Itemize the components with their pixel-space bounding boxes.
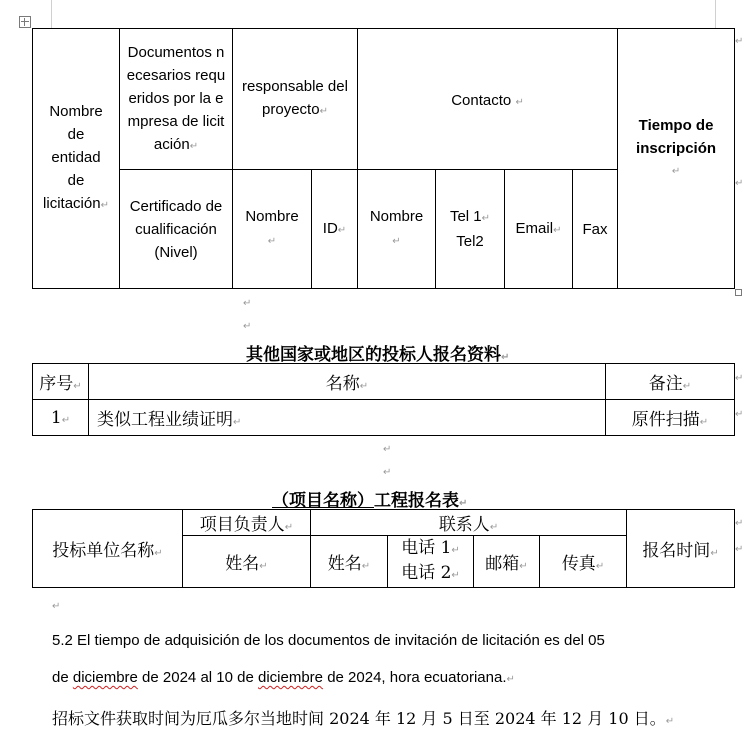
row-end-mark-3: ↵ — [735, 373, 744, 384]
contact-header: Contacto ↵ — [358, 29, 618, 170]
certificate-header: Certificado de cualificación (Nivel) — [120, 170, 233, 289]
page-top-edge-left — [51, 0, 52, 28]
empty-paragraph-mark: ↵ — [383, 467, 392, 478]
acquisition-time-paragraph-line2: de diciembre de 2024 al 10 de diciembre de 2024, hora ecuatoriana.↵ — [52, 669, 515, 686]
row-name: 类似工程业绩证明↵ — [89, 400, 606, 436]
leader-name-header: 姓名↵ — [183, 536, 311, 588]
project-registration-heading: （项目名称）工程报名表↵ — [272, 491, 468, 511]
foreign-bidder-table — [32, 363, 735, 436]
empty-paragraph-mark: ↵ — [243, 321, 252, 332]
empty-paragraph-mark: ↵ — [52, 601, 61, 612]
email-header: Email↵ — [505, 170, 573, 289]
responsible-name-header: Nombre ↵ — [233, 170, 312, 289]
row-end-mark-2: ↵ — [735, 178, 744, 189]
registration-time-header: Tiempo de inscripción ↵ — [618, 29, 735, 289]
col-header-no: 序号↵ — [33, 364, 89, 400]
documents-required-header: Documentos necesarios requeridos por la empresa de licitación↵ — [120, 29, 233, 170]
row-note: 原件扫描↵ — [606, 400, 735, 436]
foreign-bidder-heading: 其他国家或地区的投标人报名资料↵ — [246, 345, 510, 365]
responsible-id-header: ID↵ — [312, 170, 358, 289]
empty-paragraph-mark: ↵ — [383, 444, 392, 455]
contact-name-header-cn: 姓名↵ — [311, 536, 388, 588]
row-end-mark-6: ↵ — [735, 544, 744, 555]
bidder-unit-name-header: 投标单位名称↵ — [33, 510, 183, 588]
acquisition-time-paragraph-cn: 招标文件获取时间为厄瓜多尔当地时间 2024 年 12 月 5 日至 2024 年 12 月 10 日。↵ — [52, 709, 675, 728]
contact-person-header: 联系人↵ — [311, 510, 627, 536]
phone-header-cn: 电话 1↵ 电话 2↵ — [388, 536, 474, 588]
mailbox-header: 邮箱↵ — [474, 536, 540, 588]
entity-name-header: Nombre de entidad de licitación↵ — [33, 29, 120, 289]
fax-header: Fax — [573, 170, 618, 289]
project-responsible-header: responsable del proyecto↵ — [233, 29, 358, 170]
col-header-note: 备注↵ — [606, 364, 735, 400]
table-move-handle-icon[interactable] — [19, 16, 31, 28]
empty-paragraph-mark: ↵ — [243, 298, 252, 309]
registration-table-es — [32, 28, 735, 289]
table-resize-handle[interactable] — [735, 289, 742, 296]
phone-header: Tel 1↵ Tel2 — [436, 170, 505, 289]
fax-header-cn: 传真↵ — [540, 536, 627, 588]
acquisition-time-paragraph-line1: 5.2 El tiempo de adquisición de los documentos de invitación de licitación es del 05 — [52, 632, 605, 649]
page-top-edge-right — [715, 0, 716, 28]
row-no: 1↵ — [33, 400, 89, 436]
registration-time-header-cn: 报名时间↵ — [627, 510, 735, 588]
row-end-mark-1: ↵ — [735, 36, 744, 47]
row-end-mark-5: ↵ — [735, 518, 744, 529]
project-registration-table — [32, 509, 735, 588]
table-row — [33, 400, 735, 436]
col-header-name: 名称↵ — [89, 364, 606, 400]
row-end-mark-4: ↵ — [735, 409, 744, 420]
project-leader-header: 项目负责人↵ — [183, 510, 311, 536]
contact-name-header: Nombre↵ — [358, 170, 436, 289]
